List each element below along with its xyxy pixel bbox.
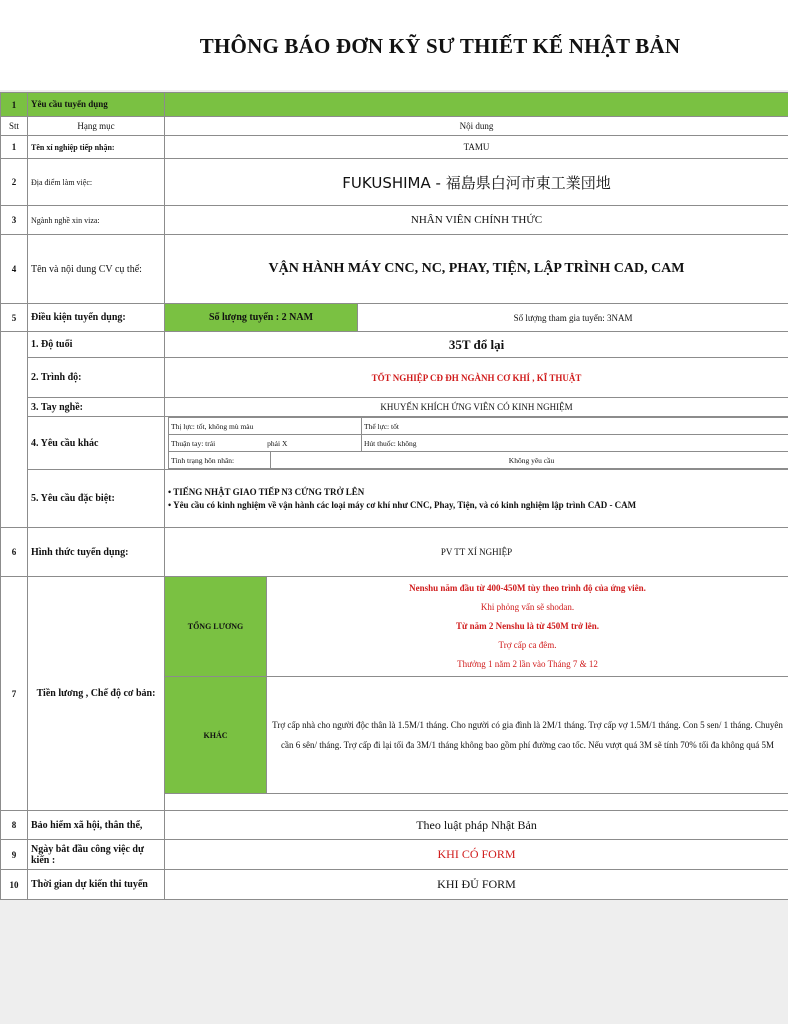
row-label: Hình thức tuyển dụng: — [28, 528, 165, 577]
special-item: • TIẾNG NHẬT GIAO TIẾP N3 CỨNG TRỞ LÊN — [168, 486, 365, 497]
document-title: THÔNG BÁO ĐƠN KỸ SƯ THIẾT KẾ NHẬT BẢN — [199, 34, 681, 58]
requirements-stt-blank — [1, 332, 28, 528]
row-label: Ngày bắt đầu công việc dự kiến : — [28, 840, 165, 870]
fitness-cell: Thể lực: tốt — [362, 418, 788, 435]
marital-value: Không yêu cầu — [271, 452, 788, 469]
row-stt: 6 — [1, 528, 28, 577]
salary-row — [1, 577, 788, 677]
insurance-value: Theo luật pháp Nhật Bản — [165, 811, 788, 840]
skill-row — [1, 398, 788, 417]
row-stt: 8 — [1, 811, 28, 840]
col-content: Nội dung — [165, 117, 788, 136]
exam-time-value: KHI ĐỦ FORM — [165, 870, 788, 900]
row-stt: 2 — [1, 159, 28, 206]
table-row — [1, 528, 788, 577]
table-row — [1, 304, 788, 332]
recruit-form-value: PV TT XÍ NGHIỆP — [165, 528, 788, 577]
eyesight-cell: Thị lực: tốt, không mù màu — [169, 418, 362, 435]
row-label: Tên và nội dung CV cụ thể: — [28, 235, 165, 304]
handedness-cell — [169, 435, 362, 452]
age-value: 35T đổ lại — [165, 332, 788, 358]
participant-count: Số lượng tham gia tuyển: 3NAM — [358, 304, 788, 332]
table-row — [1, 811, 788, 840]
marital-label: Tình trạng hôn nhân: — [169, 452, 271, 469]
special-item: • Yêu cầu có kinh nghiệm về vận hành các loại máy cơ khí như CNC, Phay, Tiện, và có kinh nghiệm lập trình CAD - CAM — [168, 499, 637, 510]
special-requirements-row — [1, 470, 788, 528]
smoking-cell: Hút thuốc: không — [362, 435, 788, 452]
start-date-value: KHI CÓ FORM — [165, 840, 788, 870]
job-type-value: NHÂN VIÊN CHÍNH THỨC — [165, 206, 788, 235]
row-stt: 1 — [1, 136, 28, 159]
skill-label: 3. Tay nghề: — [28, 398, 165, 417]
salary-spacer — [165, 794, 788, 811]
section-stt: 1 — [1, 93, 28, 117]
row-stt: 9 — [1, 840, 28, 870]
col-stt: Stt — [1, 117, 28, 136]
table-row — [1, 206, 788, 235]
table-row — [1, 136, 788, 159]
table-row — [1, 870, 788, 900]
salary-line: Trợ cấp ca đêm. — [498, 640, 557, 650]
salary-line: Nenshu năm đầu từ 400-450M tùy theo trình độ của ứng viên. — [409, 583, 646, 593]
section-header-row — [1, 93, 788, 117]
row-label: Thời gian dự kiến thi tuyển — [28, 870, 165, 900]
salary-label: Tiền lương , Chế độ cơ bản: — [28, 577, 165, 811]
row-label: Địa điểm làm việc: — [28, 159, 165, 206]
salary-line: Khi phỏng vấn sẽ shodan. — [480, 602, 575, 612]
total-salary-content — [267, 577, 788, 677]
other-benefits-label: KHÁC — [165, 677, 267, 794]
company-value: TAMU — [165, 136, 788, 159]
table-row — [1, 840, 788, 870]
education-label: 2. Trình độ: — [28, 358, 165, 398]
recruit-count: Số lượng tuyển : 2 NAM — [165, 304, 358, 332]
other-requirements-row — [1, 417, 788, 470]
row-stt: 3 — [1, 206, 28, 235]
section-label: Yêu cầu tuyển dụng — [28, 93, 165, 117]
other-requirements-grid — [165, 417, 788, 470]
row-label: Điều kiện tuyển dụng: — [28, 304, 165, 332]
education-row — [1, 358, 788, 398]
age-label: 1. Độ tuổi — [28, 332, 165, 358]
total-salary-label: TỔNG LƯƠNG — [165, 577, 267, 677]
row-label: Ngành nghề xin viza: — [28, 206, 165, 235]
job-content-value: VẬN HÀNH MÁY CNC, NC, PHAY, TIỆN, LẬP TRÌNH CAD, CAM — [165, 235, 788, 304]
row-stt: 4 — [1, 235, 28, 304]
other-benefits-content: Trợ cấp nhà cho người độc thân là 1.5M/1 tháng. Cho người có gia đình là 2M/1 tháng. Trợ cấp vợ 1.5M/1 tháng. Con 5 sen/ 1 tháng. Chuyên cần 6 sên/ tháng. Trợ cấp đi lại tối đa 3M/1 tháng không bao gồm phí đường cao tốc. Nếu vượt quá 3M sẽ tính 70% tối đa không quá 5M — [267, 677, 788, 794]
age-row — [1, 332, 788, 358]
row-stt: 10 — [1, 870, 28, 900]
location-value: FUKUSHIMA - 福島県白河市東工業団地 — [165, 159, 788, 206]
other-requirements-label: 4. Yêu cầu khác — [28, 417, 165, 470]
skill-value: KHUYẾN KHÍCH ỨNG VIÊN CÓ KINH NGHIỆM — [165, 398, 788, 417]
row-stt: 7 — [1, 577, 28, 811]
row-label: Bảo hiểm xã hội, thân thể, — [28, 811, 165, 840]
special-requirements-list — [165, 470, 788, 528]
salary-line: Từ năm 2 Nenshu là từ 450M trở lên. — [455, 621, 600, 631]
recruitment-table — [0, 92, 788, 900]
column-header-row — [1, 117, 788, 136]
row-stt: 5 — [1, 304, 28, 332]
education-value: TỐT NGHIỆP CĐ ĐH NGÀNH CƠ KHÍ , KĨ THUẬT — [165, 358, 788, 398]
col-item: Hạng mục — [28, 117, 165, 136]
salary-line: Thưởng 1 năm 2 lần vào Tháng 7 & 12 — [457, 659, 598, 669]
row-label: Tên xí nghiệp tiếp nhận: — [28, 136, 165, 159]
table-row — [1, 159, 788, 206]
handedness-right: phải X — [267, 438, 288, 448]
table-row — [1, 235, 788, 304]
section-fill — [165, 93, 788, 117]
handedness-left: Thuận tay: trái — [171, 438, 216, 448]
special-requirements-label: 5. Yêu cầu đặc biệt: — [28, 470, 165, 528]
